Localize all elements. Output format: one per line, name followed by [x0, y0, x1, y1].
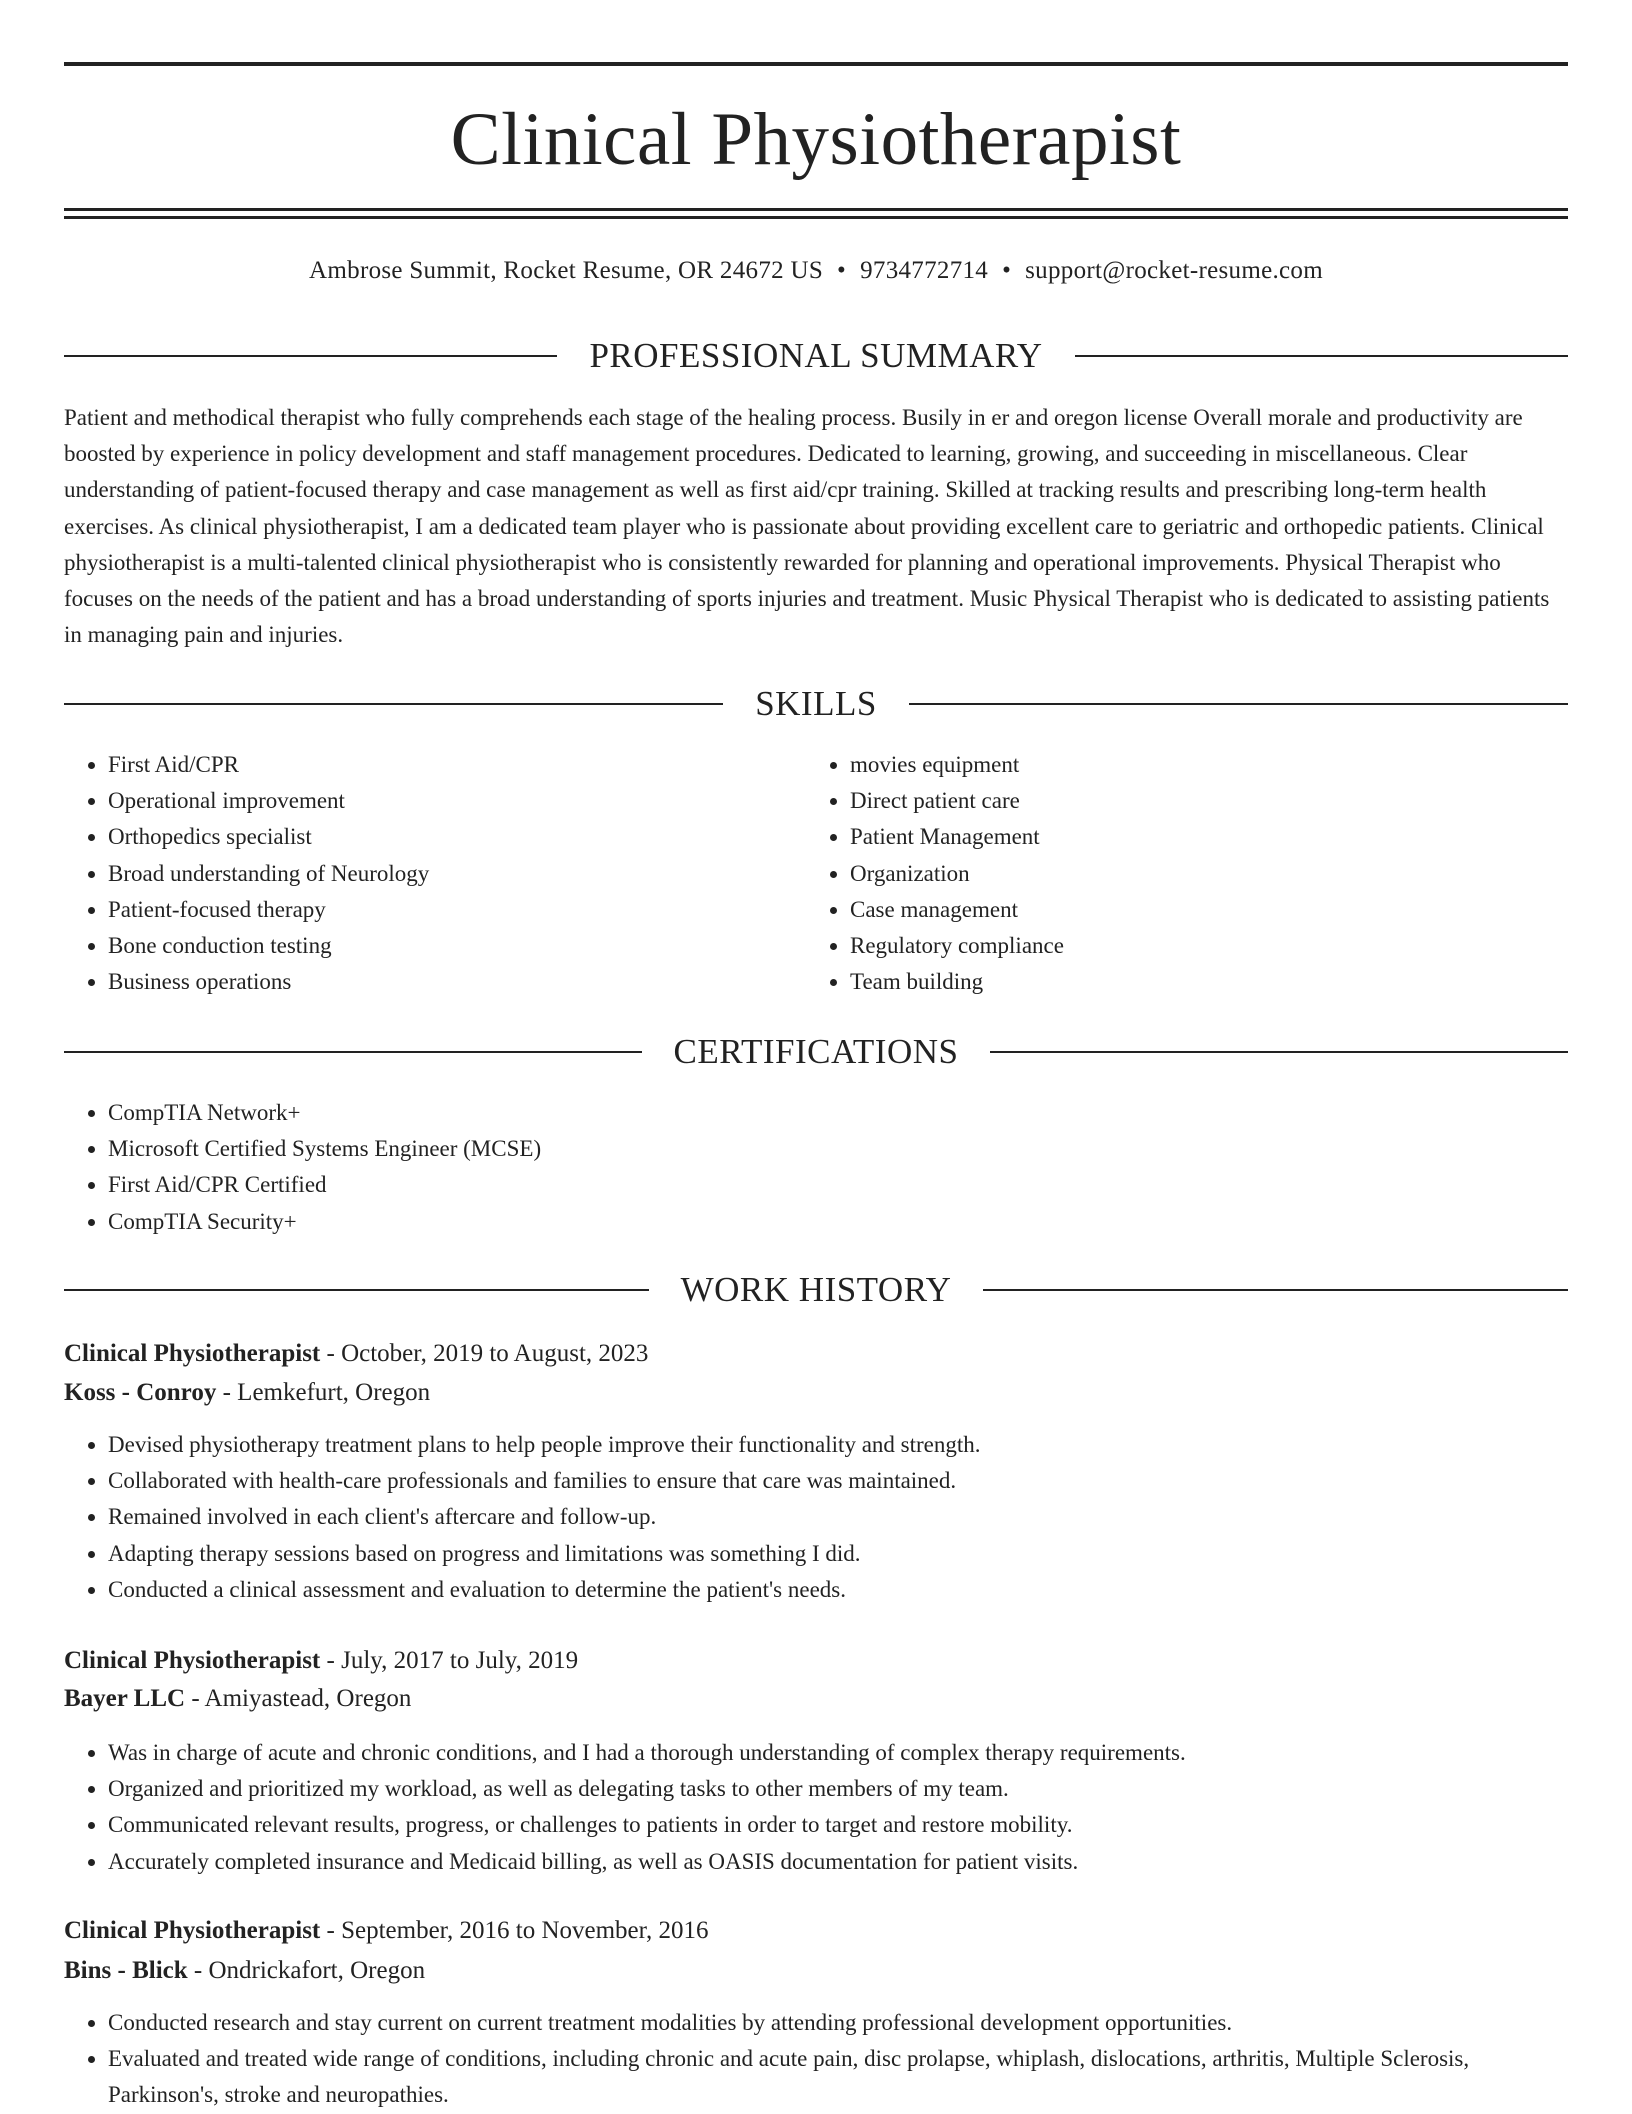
job-company-line: [64, 1681, 1568, 1717]
job-title-line: [64, 1336, 1568, 1372]
job-location: - Amiyastead, Oregon: [185, 1685, 412, 1712]
certification-item: • Microsoft Certified Systems Engineer (MCSE): [108, 1131, 1568, 1167]
skill-item: • First Aid/CPR: [108, 747, 808, 783]
heading-rule: [990, 1051, 1568, 1053]
heading-rule: [983, 1289, 1568, 1291]
job-bullet: • Was in charge of acute and chronic conditions, and I had a thorough understanding of complex therapy requirements.: [108, 1735, 1568, 1771]
job-bullet: • Accurately completed insurance and Medicaid billing, as well as OASIS documentation for patient visits.: [108, 1844, 1568, 1880]
heading-rule: [64, 1289, 649, 1291]
job-location: - Lemkefurt, Oregon: [216, 1379, 431, 1406]
skill-item: • Patient Management: [850, 819, 1550, 855]
skill-item: • Direct patient care: [850, 783, 1550, 819]
skill-item: • movies equipment: [850, 747, 1550, 783]
certifications-heading: [64, 1030, 1568, 1074]
contact-line: [64, 254, 1568, 288]
job-company: Bayer LLC: [64, 1685, 186, 1712]
skills-list-left: [64, 747, 808, 1000]
job-title: Clinical Physiotherapist: [64, 1917, 321, 1944]
contact-separator: •: [1002, 257, 1012, 284]
summary-heading-label: PROFESSIONAL SUMMARY: [589, 336, 1043, 375]
contact-address: Ambrose Summit, Rocket Resume, OR 24672 US: [309, 257, 824, 284]
job-bullet: • Adapting therapy sessions based on progress and limitations was something I did.: [108, 1536, 1568, 1572]
certification-item: • First Aid/CPR Certified: [108, 1167, 1568, 1203]
job-title-line: [64, 1913, 1568, 1949]
title-rule-lower: [64, 216, 1568, 219]
job-title: Clinical Physiotherapist: [64, 1340, 321, 1367]
job-bullet: • Collaborated with health-care professionals and families to ensure that care was maintained.: [108, 1463, 1568, 1499]
certifications-heading-label: CERTIFICATIONS: [673, 1032, 959, 1071]
contact-phone: 9734772714: [860, 257, 989, 284]
summary-text: Patient and methodical therapist who fully comprehends each stage of the healing process. Busily in er and oregon license Overall morale and productivity are boosted by experience in policy development and staff management procedures. Dedicated to learning, growing, and succeeding in miscellaneous. Clear understanding of patient-focused therapy and case management as well as first aid/cpr training. Skilled at tracking results and prescribing long-term health exercises. As clinical physiotherapist, I am a dedicated team player who is passionate about providing excellent care to geriatric and orthopedic patients. Clinical physiotherapist is a multi-talented clinical physiotherapist who is consistently rewarded for planning and operational improvements. Physical Therapist who focuses on the needs of the patient and has a broad understanding of sports injuries and treatment. Music Physical Therapist who is dedicated to assisting patients in managing pain and injuries.: [64, 405, 1550, 648]
job-company-line: [64, 1953, 1568, 1989]
work-history-heading-label: WORK HISTORY: [680, 1270, 952, 1309]
skill-item: • Regulatory compliance: [850, 928, 1550, 964]
job-dates: - October, 2019 to August, 2023: [320, 1340, 649, 1367]
job-bullet: • Evaluated and treated wide range of conditions, including chronic and acute pain, disc prolapse, whiplash, dislocations, arthritis, Multiple Sclerosis, Parkinson's, stroke and neuropathies.: [108, 2041, 1568, 2113]
heading-rule: [64, 703, 723, 705]
skills-heading: [64, 682, 1568, 726]
skill-item: • Organization: [850, 856, 1550, 892]
job-bullets: [64, 1427, 1568, 1608]
skill-item: • Patient-focused therapy: [108, 892, 808, 928]
skill-item: • Team building: [850, 964, 1550, 1000]
skill-item: • Bone conduction testing: [108, 928, 808, 964]
skill-item: • Operational improvement: [108, 783, 808, 819]
job-bullets: [64, 1735, 1568, 1880]
job-title: Clinical Physiotherapist: [64, 1647, 321, 1674]
job-bullet: • Communicated relevant results, progress, or challenges to patients in order to target and restore mobility.: [108, 1807, 1568, 1843]
contact-separator: •: [837, 257, 847, 284]
job-dates: - July, 2017 to July, 2019: [320, 1647, 579, 1674]
job-company: Bins - Blick: [64, 1957, 188, 1984]
skills-heading-label: SKILLS: [755, 684, 877, 723]
top-rule: [64, 62, 1568, 66]
resume-title: Clinical Physiotherapist: [450, 98, 1182, 181]
job-title-line: [64, 1643, 1568, 1679]
job-company-line: [64, 1375, 1568, 1411]
job-bullet: • Conducted research and stay current on current treatment modalities by attending professional development opportunities.: [108, 2005, 1568, 2041]
heading-rule: [1075, 355, 1568, 357]
job-bullets: [64, 2005, 1568, 2114]
certifications-list: [64, 1095, 1568, 1240]
job-company: Koss - Conroy: [64, 1379, 217, 1406]
heading-rule: [64, 355, 557, 357]
job-dates: - September, 2016 to November, 2016: [320, 1917, 709, 1944]
heading-rule: [64, 1051, 642, 1053]
job-bullet: • Organized and prioritized my workload, as well as delegating tasks to other members of my team.: [108, 1771, 1568, 1807]
skill-item: • Business operations: [108, 964, 808, 1000]
summary-heading: [64, 334, 1568, 378]
job-location: - Ondrickafort, Oregon: [187, 1957, 426, 1984]
certification-item: • CompTIA Network+: [108, 1095, 1568, 1131]
certification-item: • CompTIA Security+: [108, 1204, 1568, 1240]
skill-item: • Broad understanding of Neurology: [108, 856, 808, 892]
title-rule-upper: [64, 208, 1568, 211]
work-history-heading: [64, 1268, 1568, 1312]
skill-item: • Orthopedics specialist: [108, 819, 808, 855]
job-bullet: • Remained involved in each client's aftercare and follow-up.: [108, 1499, 1568, 1535]
skill-item: • Case management: [850, 892, 1550, 928]
heading-rule: [909, 703, 1568, 705]
skills-list-right: [806, 747, 1550, 1000]
contact-email: support@rocket-resume.com: [1025, 257, 1323, 284]
job-bullet: • Conducted a clinical assessment and evaluation to determine the patient's needs.: [108, 1572, 1568, 1608]
job-bullet: • Devised physiotherapy treatment plans to help people improve their functionality and strength.: [108, 1427, 1568, 1463]
